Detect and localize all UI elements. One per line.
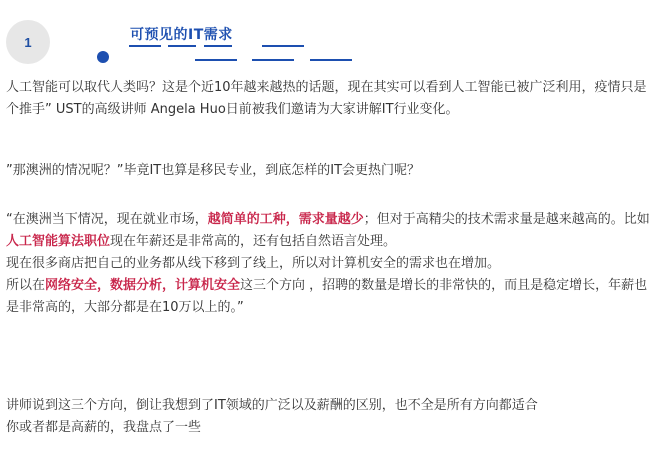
highlight-text: 人工智能算法职位 — [6, 234, 111, 249]
answer-text: 所以在 — [6, 278, 46, 293]
intro-paragraph: 人工智能可以取代人类吗？这是个近10年越来越热的话题，现在其实可以看到人工智能已被广泛利用，疫情只是个推手” UST的高级讲师 Angela Huo日前被我们邀请为大家讲解IT行业变化。 — [6, 80, 647, 117]
section-header — [0, 0, 663, 72]
decor-dash — [310, 59, 352, 61]
closing-line-1: 讲师说到这三个方向，倒让我想到了IT领域的广泛以及薪酬的区别，也不全是所有方向都适合 — [6, 398, 538, 413]
section-number: 1 — [24, 34, 32, 50]
decor-dash — [168, 45, 196, 47]
highlight-text: 越简单的工种，需求量越少 — [207, 212, 364, 227]
decor-dash — [262, 45, 304, 47]
answer-text: ；但对于高精尖的技术需求量是越来越高的。比如 — [363, 212, 650, 227]
closing-line-2: 你或者都是高薪的，我盘点了一些 — [6, 420, 202, 435]
answer-text: 现在年薪还是非常高的，还有包括自然语言处理。 — [110, 234, 397, 249]
answer-paragraph-2: 现在很多商店把自己的业务都从线下移到了线上，所以对计算机安全的需求也在增加。 — [6, 256, 501, 271]
answer-text: “在澳洲当下情况，现在就业市场， — [6, 212, 208, 227]
decor-dash — [204, 45, 232, 47]
answer-paragraph-1 — [6, 209, 656, 253]
section-number-badge — [6, 20, 50, 64]
section-title: 可预见的IT需求 — [130, 27, 233, 43]
highlight-text: 网络安全，数据分析，计算机安全 — [45, 278, 241, 293]
decor-dash — [195, 59, 237, 61]
decor-dash — [252, 59, 294, 61]
bullet-dot-icon — [97, 51, 109, 63]
closing-paragraph — [6, 395, 656, 439]
answer-quote — [6, 209, 656, 319]
answer-paragraph-3 — [6, 275, 656, 319]
answer-text: 这三个方向 ，招聘的数量是增长的非常快的，而且是稳定增长，年薪也是非常高的，大部分都是在10万以上的。” — [6, 278, 648, 315]
question-paragraph: ”那澳洲的情况呢？”毕竟IT也算是移民专业，到底怎样的IT会更热门呢？ — [6, 163, 421, 178]
decor-dash — [129, 45, 161, 47]
